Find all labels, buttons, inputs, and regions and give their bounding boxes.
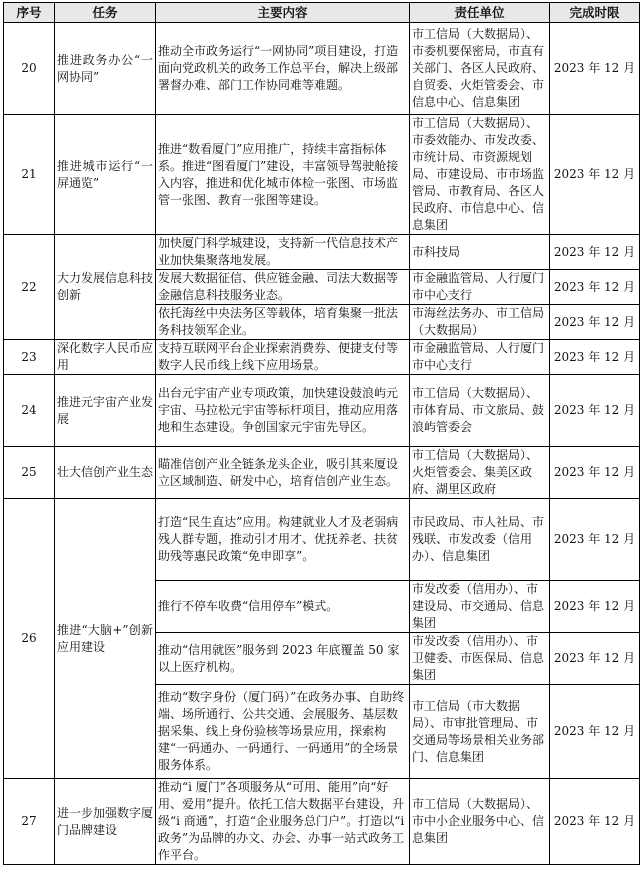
table-row bbox=[4, 375, 640, 447]
cell-no: 26 bbox=[4, 499, 55, 779]
cell-content: 出台元宇宙产业专项政策，加快建设鼓浪屿元宇宙、马拉松元宇宙等标杆项目，推动应用落地和生态建设。争创国家元宇宙先导区。 bbox=[156, 375, 410, 447]
cell-no: 25 bbox=[4, 447, 55, 499]
cell-task: 壮大信创产业生态 bbox=[55, 447, 156, 499]
table-row bbox=[4, 447, 640, 499]
cell-content: 发展大数据征信、供应链金融、司法大数据等金融信息科技服务业态。 bbox=[156, 270, 410, 305]
cell-task: 推进政务办公“一网协同” bbox=[55, 23, 156, 115]
cell-deadline: 2023 年 12 月 bbox=[550, 581, 640, 633]
cell-unit: 市发改委（信用办）、市卫健委、市医保局、信息集团 bbox=[410, 633, 550, 685]
cell-content: 推动“数字身份（厦门码）”在政务办事、自助终端、场所通行、公共交通、会展服务、基层数据采集、线上身份验核等场景应用，探索构建“一码通办、一码通行、一码通用”的全场景服务体系。 bbox=[156, 685, 410, 779]
cell-unit: 市金融监管局、人行厦门市中心支行 bbox=[410, 270, 550, 305]
cell-task: 大力发展信息科技创新 bbox=[55, 235, 156, 340]
cell-unit: 市工信局（大数据局）、市委效能办、市发改委、市统计局、市资源规划局、市建设局、市市场监管局、市教育局、各区人民政府、市信息中心、信息集团 bbox=[410, 115, 550, 235]
cell-content: 推行不停车收费“信用停车”模式。 bbox=[156, 581, 410, 633]
cell-content: 支持互联网平台企业探索消费券、便捷支付等数字人民币线上线下应用场景。 bbox=[156, 340, 410, 375]
table-row bbox=[4, 115, 640, 235]
cell-deadline: 2023 年 12 月 bbox=[550, 375, 640, 447]
cell-unit: 市工信局（大数据局）、市委机要保密局，市直有关部门、各区人民政府、自贸委、火炬管委会、市信息中心、信息集团 bbox=[410, 23, 550, 115]
cell-unit: 市科技局 bbox=[410, 235, 550, 270]
cell-task: 推进“大脑+”创新应用建设 bbox=[55, 499, 156, 779]
cell-deadline: 2023 年 12 月 bbox=[550, 23, 640, 115]
cell-task: 推进元宇宙产业发展 bbox=[55, 375, 156, 447]
cell-task: 推进城市运行“一屏通览” bbox=[55, 115, 156, 235]
cell-no: 24 bbox=[4, 375, 55, 447]
table-row bbox=[4, 779, 640, 865]
table-header-row bbox=[4, 3, 640, 23]
cell-unit: 市工信局（大数据局）、火炬管委会、集美区政府、湖里区政府 bbox=[410, 447, 550, 499]
cell-deadline: 2023 年 12 月 bbox=[550, 779, 640, 865]
cell-unit: 市金融监管局、人行厦门市中心支行 bbox=[410, 340, 550, 375]
cell-content: 推动“信用就医”服务到 2023 年底覆盖 50 家以上医疗机构。 bbox=[156, 633, 410, 685]
cell-no: 23 bbox=[4, 340, 55, 375]
cell-deadline: 2023 年 12 月 bbox=[550, 447, 640, 499]
cell-content: 推动全市政务运行“一网协同”项目建设，打造面向党政机关的政务工作总平台，解决上级部署督办难、部门工作协同难等难题。 bbox=[156, 23, 410, 115]
cell-deadline: 2023 年 12 月 bbox=[550, 270, 640, 305]
cell-content: 打造“民生直达”应用。构建就业人才及老弱病残人群专题，推动引才用才、优抚养老、扶贫助残等惠民政策“免申即享”。 bbox=[156, 499, 410, 581]
cell-content: 推动“i 厦门”各项服务从“可用、能用”向“好用、爱用”提升。依托工信大数据平台建设，升级“i 商通”，打造“企业服务总门户”。打造以“i 政务”为品牌的办文、办会、办事一站式政务工作平台。 bbox=[156, 779, 410, 865]
table-row bbox=[4, 499, 640, 581]
cell-deadline: 2023 年 12 月 bbox=[550, 685, 640, 779]
cell-no: 27 bbox=[4, 779, 55, 865]
table-row bbox=[4, 23, 640, 115]
cell-deadline: 2023 年 12 月 bbox=[550, 340, 640, 375]
cell-no: 22 bbox=[4, 235, 55, 340]
cell-task: 进一步加强数字厦门品牌建设 bbox=[55, 779, 156, 865]
table-body bbox=[4, 23, 640, 865]
table-row bbox=[4, 235, 640, 270]
task-table bbox=[3, 2, 640, 865]
cell-unit: 市民政局、市人社局、市残联、市发改委（信用办）、信息集团 bbox=[410, 499, 550, 581]
header-no: 序号 bbox=[4, 3, 55, 23]
cell-deadline: 2023 年 12 月 bbox=[550, 115, 640, 235]
header-task: 任务 bbox=[55, 3, 156, 23]
header-deadline: 完成时限 bbox=[550, 3, 640, 23]
cell-no: 21 bbox=[4, 115, 55, 235]
cell-unit: 市发改委（信用办）、市建设局、市交通局、信息集团 bbox=[410, 581, 550, 633]
document-page bbox=[3, 2, 639, 865]
cell-content: 依托海丝中央法务区等载体，培育集聚一批法务科技领军企业。 bbox=[156, 305, 410, 340]
cell-task: 深化数字人民币应用 bbox=[55, 340, 156, 375]
table-row bbox=[4, 340, 640, 375]
cell-unit: 市工信局（大数据局）、市体育局、市文旅局、鼓浪屿管委会 bbox=[410, 375, 550, 447]
cell-content: 瞄准信创产业全链条龙头企业，吸引其来厦设立区域制造、研发中心，培育信创产业生态。 bbox=[156, 447, 410, 499]
header-content: 主要内容 bbox=[156, 3, 410, 23]
cell-deadline: 2023 年 12 月 bbox=[550, 633, 640, 685]
header-unit: 责任单位 bbox=[410, 3, 550, 23]
cell-no: 20 bbox=[4, 23, 55, 115]
cell-content: 推进“数看厦门”应用推广，持续丰富指标体系。推进“图看厦门”建设，丰富领导驾驶舱接入内容，推进和优化城市体检一张图、市场监管一张图、教育一张图等建设。 bbox=[156, 115, 410, 235]
cell-deadline: 2023 年 12 月 bbox=[550, 235, 640, 270]
cell-unit: 市工信局（市大数据局）、市审批管理局、市交通局等场景相关业务部门、信息集团 bbox=[410, 685, 550, 779]
cell-unit: 市工信局（大数据局）、市中小企业服务中心、信息集团 bbox=[410, 779, 550, 865]
cell-deadline: 2023 年 12 月 bbox=[550, 499, 640, 581]
cell-unit: 市海丝法务办、市工信局（大数据局） bbox=[410, 305, 550, 340]
cell-deadline: 2023 年 12 月 bbox=[550, 305, 640, 340]
cell-content: 加快厦门科学城建设，支持新一代信息技术产业加快集聚落地发展。 bbox=[156, 235, 410, 270]
